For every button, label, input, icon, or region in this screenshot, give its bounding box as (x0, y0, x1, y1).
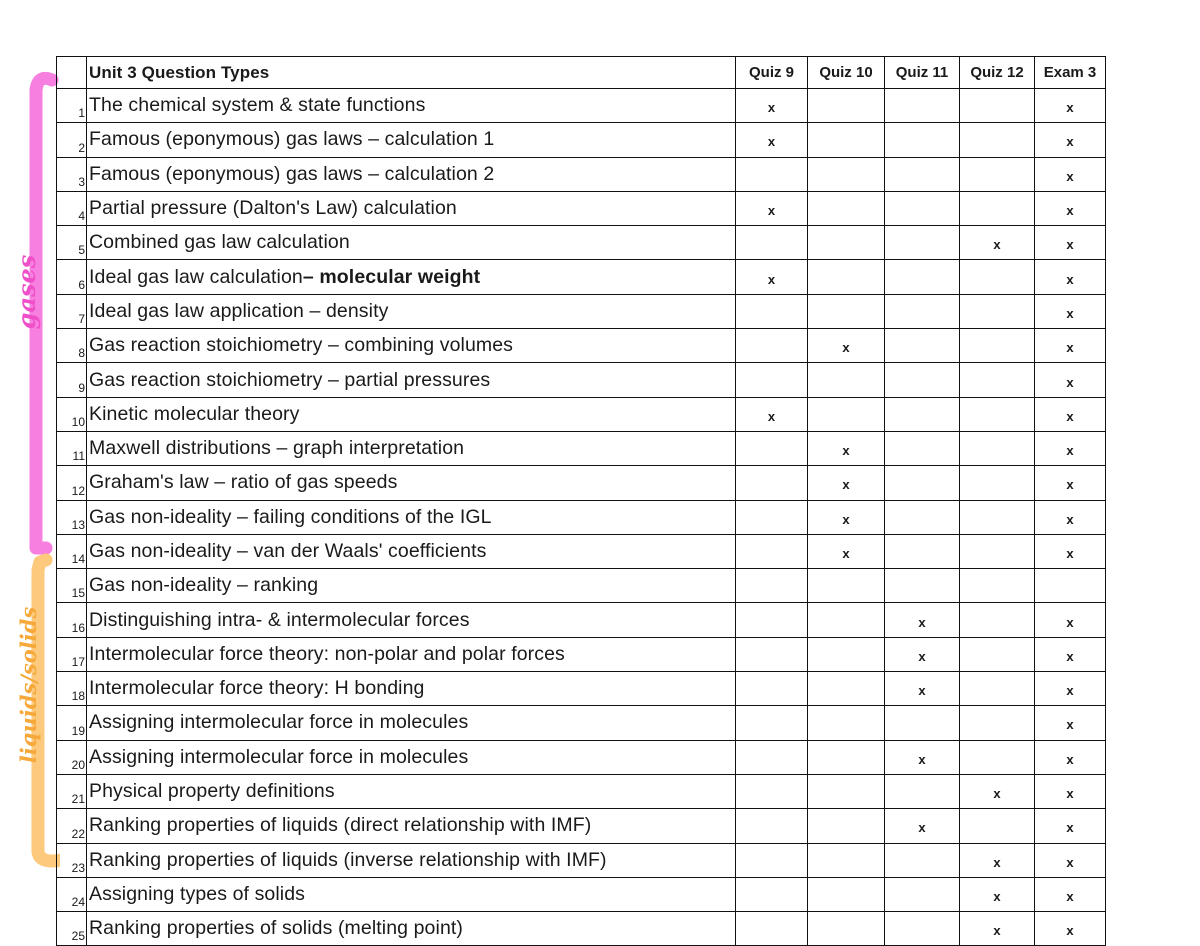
table-row (57, 431, 1106, 465)
question-type-cell (87, 397, 736, 431)
mark-cell-quiz-12: x (960, 877, 1035, 911)
row-number: 20 (57, 740, 87, 774)
mark-cell-quiz-11: x (885, 740, 960, 774)
mark-cell-quiz-9 (736, 706, 808, 740)
question-type-text: Assigning intermolecular force in molecules (89, 745, 469, 768)
gases-label: gases (12, 254, 41, 330)
header-row (57, 57, 1106, 89)
mark-cell-exam-3: x (1035, 89, 1106, 123)
question-type-text: Assigning intermolecular force in molecules (89, 711, 469, 734)
table-title: Unit 3 Question Types (87, 57, 736, 89)
table-row (57, 294, 1106, 328)
mark-cell-quiz-9 (736, 809, 808, 843)
mark-cell-quiz-12 (960, 500, 1035, 534)
table-row (57, 329, 1106, 363)
question-type-text: Gas non-ideality – failing conditions of the IGL (89, 505, 492, 528)
mark-cell-quiz-11 (885, 534, 960, 568)
question-type-cell (87, 569, 736, 603)
mark-cell-quiz-9: x (736, 89, 808, 123)
question-type-text: Intermolecular force theory: non-polar and polar forces (89, 642, 565, 665)
question-type-text: Combined gas law calculation (89, 231, 350, 254)
mark-cell-quiz-12 (960, 123, 1035, 157)
mark-cell-quiz-10: x (808, 466, 885, 500)
mark-cell-quiz-11: x (885, 672, 960, 706)
mark-cell-quiz-11 (885, 843, 960, 877)
question-type-text: Physical property definitions (89, 780, 335, 803)
mark-cell-quiz-10: x (808, 500, 885, 534)
liquids-solids-label: liquids/solids (16, 606, 41, 764)
table-row (57, 637, 1106, 671)
question-type-cell (87, 157, 736, 191)
row-number: 3 (57, 157, 87, 191)
question-type-cell (87, 191, 736, 225)
question-type-cell (87, 123, 736, 157)
question-type-cell (87, 740, 736, 774)
mark-cell-quiz-11 (885, 157, 960, 191)
question-type-text: The chemical system & state functions (89, 94, 426, 117)
row-number: 18 (57, 672, 87, 706)
question-type-cell (87, 363, 736, 397)
mark-cell-exam-3: x (1035, 843, 1106, 877)
question-type-cell (87, 637, 736, 671)
mark-cell-quiz-10 (808, 260, 885, 294)
question-type-text: Gas non-ideality – ranking (89, 574, 319, 597)
mark-cell-quiz-11 (885, 329, 960, 363)
mark-cell-quiz-10 (808, 877, 885, 911)
mark-cell-exam-3: x (1035, 294, 1106, 328)
mark-cell-quiz-10 (808, 603, 885, 637)
mark-cell-quiz-11 (885, 774, 960, 808)
column-header-quiz-9: Quiz 9 (736, 57, 808, 89)
mark-cell-quiz-10 (808, 397, 885, 431)
mark-cell-exam-3: x (1035, 534, 1106, 568)
mark-cell-quiz-9 (736, 329, 808, 363)
question-type-text: Gas reaction stoichiometry – combining volumes (89, 334, 514, 357)
mark-cell-quiz-11 (885, 706, 960, 740)
table-row (57, 740, 1106, 774)
mark-cell-quiz-10 (808, 157, 885, 191)
table-row (57, 534, 1106, 568)
gases-bracket (0, 0, 60, 929)
row-number: 8 (57, 329, 87, 363)
row-number: 14 (57, 534, 87, 568)
mark-cell-quiz-12 (960, 706, 1035, 740)
mark-cell-quiz-11 (885, 89, 960, 123)
mark-cell-quiz-12 (960, 191, 1035, 225)
mark-cell-quiz-9: x (736, 191, 808, 225)
mark-cell-exam-3: x (1035, 774, 1106, 808)
question-type-text: Graham's law – ratio of gas speeds (89, 471, 398, 494)
mark-cell-quiz-11 (885, 226, 960, 260)
row-number: 9 (57, 363, 87, 397)
mark-cell-quiz-9 (736, 466, 808, 500)
mark-cell-quiz-9 (736, 363, 808, 397)
question-type-cell (87, 226, 736, 260)
question-type-text: Gas non-ideality – van der Waals' coefficients (89, 540, 487, 562)
mark-cell-quiz-10 (808, 226, 885, 260)
question-type-text: Ideal gas law calculation (89, 265, 303, 288)
mark-cell-quiz-10 (808, 809, 885, 843)
question-type-cell (87, 843, 736, 877)
mark-cell-quiz-12: x (960, 774, 1035, 808)
row-number: 2 (57, 123, 87, 157)
mark-cell-quiz-9 (736, 500, 808, 534)
mark-cell-exam-3: x (1035, 877, 1106, 911)
question-type-text: Famous (eponymous) gas laws – calculation 1 (89, 128, 495, 151)
mark-cell-quiz-10 (808, 191, 885, 225)
table-row (57, 123, 1106, 157)
mark-cell-quiz-11 (885, 123, 960, 157)
question-type-emphasis: – molecular weight (302, 265, 481, 288)
question-type-cell (87, 500, 736, 534)
row-number: 11 (57, 431, 87, 465)
mark-cell-quiz-11 (885, 877, 960, 911)
mark-cell-quiz-10 (808, 363, 885, 397)
mark-cell-quiz-9: x (736, 123, 808, 157)
mark-cell-quiz-9: x (736, 397, 808, 431)
table-row (57, 672, 1106, 706)
question-type-text: Gas reaction stoichiometry – partial pressures (89, 368, 491, 391)
mark-cell-exam-3: x (1035, 191, 1106, 225)
question-type-cell (87, 466, 736, 500)
question-type-cell (87, 294, 736, 328)
row-number: 1 (57, 89, 87, 123)
mark-cell-exam-3: x (1035, 397, 1106, 431)
mark-cell-exam-3: x (1035, 637, 1106, 671)
mark-cell-quiz-12 (960, 603, 1035, 637)
mark-cell-exam-3: x (1035, 123, 1106, 157)
mark-cell-exam-3: x (1035, 706, 1106, 740)
question-type-cell (87, 89, 736, 123)
table-row (57, 877, 1106, 911)
mark-cell-quiz-9 (736, 740, 808, 774)
table-row (57, 226, 1106, 260)
mark-cell-quiz-11: x (885, 637, 960, 671)
mark-cell-quiz-9 (736, 843, 808, 877)
mark-cell-quiz-12 (960, 809, 1035, 843)
question-type-text: Ranking properties of liquids (inverse relationship with IMF) (89, 848, 607, 871)
question-type-cell (87, 603, 736, 637)
table-row (57, 466, 1106, 500)
mark-cell-quiz-12 (960, 89, 1035, 123)
mark-cell-quiz-9: x (736, 260, 808, 294)
question-types-table (56, 56, 1106, 946)
question-type-text: Ranking properties of liquids (direct relationship with IMF) (89, 814, 592, 837)
table-row (57, 706, 1106, 740)
row-number: 22 (57, 809, 87, 843)
question-type-text: Assigning types of solids (89, 882, 306, 905)
row-number: 23 (57, 843, 87, 877)
mark-cell-quiz-11 (885, 363, 960, 397)
table-row (57, 191, 1106, 225)
mark-cell-quiz-10 (808, 637, 885, 671)
mark-cell-quiz-12 (960, 534, 1035, 568)
question-type-text: Ideal gas law application – density (89, 299, 389, 322)
mark-cell-quiz-11 (885, 500, 960, 534)
question-type-cell (87, 706, 736, 740)
table-row (57, 809, 1106, 843)
question-type-cell (87, 809, 736, 843)
header-number-cell (57, 57, 87, 89)
mark-cell-quiz-9 (736, 672, 808, 706)
mark-cell-quiz-12 (960, 260, 1035, 294)
mark-cell-quiz-11 (885, 569, 960, 603)
mark-cell-exam-3: x (1035, 260, 1106, 294)
row-number: 10 (57, 397, 87, 431)
mark-cell-quiz-11 (885, 294, 960, 328)
mark-cell-quiz-11: x (885, 603, 960, 637)
question-type-cell (87, 431, 736, 465)
mark-cell-quiz-12 (960, 672, 1035, 706)
question-type-text: Intermolecular force theory: H bonding (89, 677, 425, 700)
row-number: 13 (57, 500, 87, 534)
mark-cell-quiz-9 (736, 774, 808, 808)
mark-cell-quiz-12 (960, 569, 1035, 603)
row-number: 17 (57, 637, 87, 671)
mark-cell-exam-3: x (1035, 329, 1106, 363)
table-row (57, 363, 1106, 397)
row-number: 5 (57, 226, 87, 260)
table-row (57, 89, 1106, 123)
mark-cell-quiz-10 (808, 294, 885, 328)
mark-cell-quiz-9 (736, 603, 808, 637)
row-number: 24 (57, 877, 87, 911)
mark-cell-quiz-12 (960, 431, 1035, 465)
row-number: 4 (57, 191, 87, 225)
mark-cell-quiz-10 (808, 706, 885, 740)
mark-cell-quiz-12 (960, 294, 1035, 328)
question-type-cell (87, 774, 736, 808)
mark-cell-quiz-10 (808, 672, 885, 706)
mark-cell-quiz-11 (885, 466, 960, 500)
table-row (57, 774, 1106, 808)
mark-cell-quiz-12 (960, 740, 1035, 774)
mark-cell-quiz-11: x (885, 809, 960, 843)
mark-cell-exam-3: x (1035, 500, 1106, 534)
table-row (57, 569, 1106, 603)
mark-cell-quiz-11 (885, 260, 960, 294)
mark-cell-quiz-12 (960, 157, 1035, 191)
mark-cell-quiz-9 (736, 877, 808, 911)
question-type-cell (87, 534, 736, 568)
mark-cell-quiz-9 (736, 534, 808, 568)
mark-cell-quiz-12 (960, 397, 1035, 431)
mark-cell-quiz-11 (885, 397, 960, 431)
mark-cell-quiz-9 (736, 569, 808, 603)
mark-cell-quiz-12: x (960, 226, 1035, 260)
mark-cell-quiz-10 (808, 569, 885, 603)
mark-cell-quiz-10: x (808, 431, 885, 465)
row-number: 19 (57, 706, 87, 740)
table-row (57, 500, 1106, 534)
question-type-cell (87, 672, 736, 706)
mark-cell-quiz-10 (808, 774, 885, 808)
mark-cell-quiz-12 (960, 363, 1035, 397)
mark-cell-quiz-11 (885, 431, 960, 465)
question-type-text: Partial pressure (Dalton's Law) calculation (89, 197, 457, 220)
question-types-sheet (56, 56, 1106, 946)
table-row (57, 397, 1106, 431)
mark-cell-exam-3: x (1035, 603, 1106, 637)
row-number: 16 (57, 603, 87, 637)
question-type-cell (87, 260, 736, 294)
question-type-cell (87, 877, 736, 911)
row-number: 12 (57, 466, 87, 500)
mark-cell-quiz-10 (808, 740, 885, 774)
mark-cell-quiz-12: x (960, 912, 1035, 946)
mark-cell-quiz-10: x (808, 329, 885, 363)
question-type-text: Kinetic molecular theory (89, 402, 300, 425)
mark-cell-exam-3: x (1035, 157, 1106, 191)
mark-cell-quiz-12: x (960, 843, 1035, 877)
row-number: 21 (57, 774, 87, 808)
mark-cell-exam-3: x (1035, 431, 1106, 465)
question-type-text: Famous (eponymous) gas laws – calculation 2 (89, 162, 495, 185)
mark-cell-quiz-9 (736, 226, 808, 260)
column-header-quiz-11: Quiz 11 (885, 57, 960, 89)
table-row (57, 157, 1106, 191)
mark-cell-quiz-10 (808, 843, 885, 877)
mark-cell-quiz-10 (808, 123, 885, 157)
mark-cell-exam-3: x (1035, 809, 1106, 843)
mark-cell-quiz-12 (960, 637, 1035, 671)
mark-cell-quiz-11 (885, 191, 960, 225)
mark-cell-quiz-9 (736, 637, 808, 671)
question-type-text: Ranking properties of solids (melting point) (89, 917, 463, 940)
row-number: 6 (57, 260, 87, 294)
column-header-exam-3: Exam 3 (1035, 57, 1106, 89)
mark-cell-exam-3: x (1035, 912, 1106, 946)
mark-cell-quiz-9 (736, 294, 808, 328)
mark-cell-exam-3 (1035, 569, 1106, 603)
row-number: 15 (57, 569, 87, 603)
question-type-cell (87, 329, 736, 363)
question-type-text: Distinguishing intra- & intermolecular forces (89, 608, 470, 631)
mark-cell-quiz-10 (808, 89, 885, 123)
mark-cell-exam-3: x (1035, 740, 1106, 774)
row-number: 7 (57, 294, 87, 328)
mark-cell-exam-3: x (1035, 363, 1106, 397)
mark-cell-quiz-12 (960, 329, 1035, 363)
table-row (57, 843, 1106, 877)
mark-cell-quiz-10: x (808, 534, 885, 568)
mark-cell-quiz-9 (736, 157, 808, 191)
mark-cell-quiz-9 (736, 431, 808, 465)
table-row (57, 260, 1106, 294)
mark-cell-exam-3: x (1035, 672, 1106, 706)
mark-cell-exam-3: x (1035, 226, 1106, 260)
question-type-text: Maxwell distributions – graph interpretation (89, 437, 465, 460)
table-row (57, 603, 1106, 637)
row-number: 25 (57, 912, 87, 946)
column-header-quiz-12: Quiz 12 (960, 57, 1035, 89)
mark-cell-quiz-12 (960, 466, 1035, 500)
column-header-quiz-10: Quiz 10 (808, 57, 885, 89)
mark-cell-exam-3: x (1035, 466, 1106, 500)
